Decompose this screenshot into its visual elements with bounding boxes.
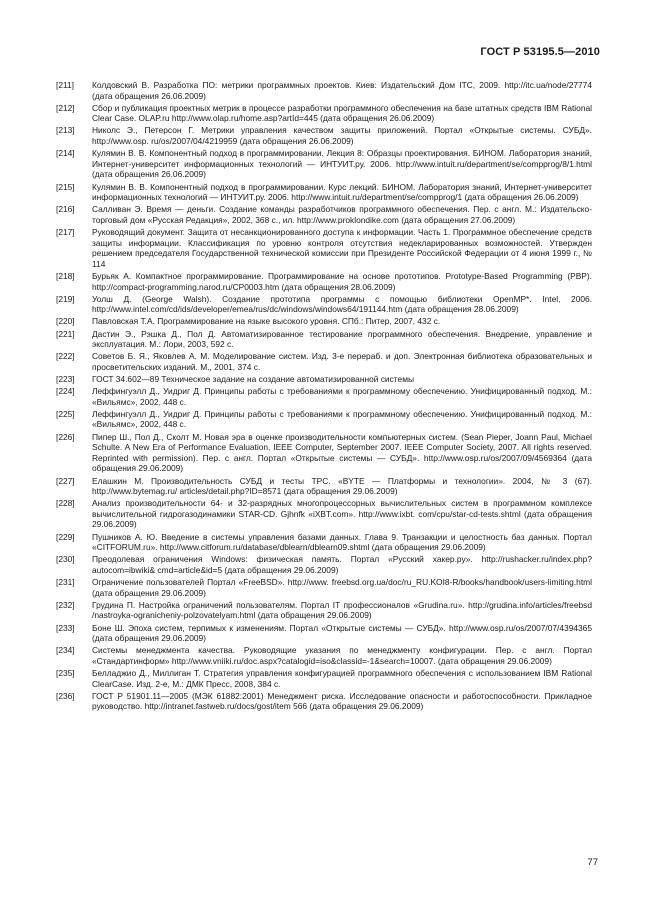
reference-item (56, 271, 592, 292)
reference-item (56, 374, 592, 385)
reference-number: [211] (56, 80, 75, 90)
reference-item (56, 600, 592, 621)
reference-item (56, 691, 592, 712)
reference-number: [217] (56, 227, 75, 237)
reference-text: Салливан Э. Время — деньги. Создание команды разработчиков программного обеспечения. Пер. с англ. М.: Издательско-торговый дом «Русская Редакция», 2002, 368 с., ил. http://www.proklondike.com (дата обращения 27.06.2009) (92, 204, 592, 225)
reference-item (56, 103, 592, 124)
reference-item (56, 498, 592, 530)
reference-number: [213] (56, 125, 75, 136)
reference-text: Анализ производительности 64- и 32-разрядных многопроцессорных вычислительных систем в программном комплексе вычислительной гидрогазодинамики STAR-CD. Gjhnfk «iXBT.com». http://www.ixbt. com/cpu/star-cd-tests.shtml (дата обращения 29.06.2009) (92, 498, 592, 530)
reference-number: [221] (56, 328, 75, 339)
reference-number: [225] (56, 408, 75, 419)
reference-text: Колдовский В. Разработка ПО: метрики программных проектов. Киев: Издательский Дом ITC, 2009. http://itc.ua/node/27774 (дата обращения 26.06.2009) (92, 80, 592, 101)
reference-item (56, 645, 592, 666)
reference-number: [215] (56, 181, 75, 192)
reference-text: Павловская Т.А. Программирование на языке высокого уровня. СПб.: Питер, 2007, 432 с. (92, 316, 441, 327)
reference-text: Бурьяк А. Компактное программирование. Программирование на основе прототипов. Prototype-Based Programming (PBP). http://compact-programming.narod.ru/CP0003.htm (дата обращения 28.06.2009) (92, 270, 592, 292)
reference-number: [227] (56, 475, 75, 486)
reference-text: Руководящий документ. Защита от несанкционированного доступа к информации. Часть 1. Программное обеспечение средств защиты информации. Классификация по уровню контроля отсутствия недекларированных возможностей. Утвержден решением председателя Государственной технической комиссии при Президенте Российской Федерации от 4 июня 1999 г., № 114 (92, 227, 592, 269)
reference-item (56, 476, 592, 497)
reference-number: [235] (56, 668, 75, 678)
reference-item (56, 316, 592, 327)
reference-text: Белладжио Д., Миллиган Т. Стратегия управления конфигурацией программного обеспечения с использованием IBM Rational ClearCase. Изд. 2-е, М.: ДМК Пресс, 2008, 384 с. (92, 668, 592, 689)
reference-number: [220] (56, 316, 75, 327)
page-number: 77 (587, 857, 598, 868)
reference-number: [218] (56, 270, 75, 281)
reference-item (56, 204, 592, 225)
reference-number: [228] (56, 498, 75, 509)
reference-text: ГОСТ 34.602—89 Техническое задание на создание автоматизированной системы (92, 374, 414, 384)
reference-text: Грудина П. Настройка ограничений пользователям. Портал IT профессионалов «Grudina.ru». http://grudina.info/articles/freebsd /nastroyka-ogranicheniy-polzovatelyam.html (дата обращения 29.06.2009) (92, 599, 592, 621)
reference-text: Боне Ш. Эпоха систем, терпимых к изменениям. Портал «Открытые системы — СУБД». http://www.osp.ru/os/2007/07/4394365 (дата обращения 29.06.2009) (92, 622, 592, 644)
reference-text: Леффингуэлл Д., Уидриг Д. Принципы работы с требованиями к программному обеспечению. Унифицированный подход. М.: «Вильямс», 2002, 448 с. (92, 408, 592, 430)
reference-item (56, 432, 592, 474)
reference-number: [226] (56, 431, 75, 442)
reference-number: [233] (56, 622, 75, 633)
reference-item (56, 80, 592, 101)
reference-item (56, 532, 592, 553)
reference-text: Дастин Э., Рэшка Д., Пол Д. Автоматизированное тестирование программного обеспечения. Внедрение, управление и эксплуатация. М.: Лори, 2003, 592 с. (92, 328, 592, 350)
reference-number: [232] (56, 599, 75, 610)
reference-item (56, 409, 592, 430)
document-standard-id: ГОСТ Р 53195.5—2010 (480, 46, 600, 58)
reference-number: [234] (56, 645, 75, 656)
reference-item (56, 577, 592, 598)
reference-item (56, 182, 592, 203)
reference-text: Пипер Ш., Пол Д., Сколт М. Новая эра в оценке производительности компьютерных систем. (Sean Pieper, Joann Paul, Michael Schulte. A New Era of Performance Evaluation, IEEE Computer, September 2007. IEEE Computer Society, 2007. All rights reserved. Reprinted with permission). Пер. с англ. Портал «Открытые системы — СУБД». http://www.osp.ru/os/2007/09/4569364 (дата обращения 29.06.2009) (92, 431, 592, 474)
reference-text: ГОСТ Р 51901.11—2005 (МЭК 61882:2001) Менеджмент риска. Исследование опасности и работоспособности. Прикладное руководство. http://intranet.fastweb.ru/docs/gost/item 566 (дата обращения 29.06.2009) (92, 690, 592, 712)
reference-item (56, 386, 592, 407)
reference-number: [212] (56, 102, 75, 113)
reference-text: Советов Б. Я., Яковлев А. М. Моделирование систем. Изд. 3-е перераб. и доп. Электронная библиотека образовательных и просветительских изданий. М., 2001, 374 с. (92, 351, 592, 372)
reference-number: [229] (56, 531, 75, 542)
reference-number: [230] (56, 554, 75, 565)
reference-number: [222] (56, 351, 75, 362)
reference-text: Кулямин В. В. Компонентный подход в программировании. Лекция 8: Образцы проектирования. БИНОМ. Лаборатория знаний, Интернет-университет информационных технологий — ИНТУИТ.ру. 2006. http://www.intuit.ru/department/se/compprog/8/1.html (дата обращения 26.06.2009) (92, 148, 592, 180)
reference-text: Кулямин В. В. Компонентный подход в программировании. Курс лекций. БИНОМ. Лаборатория знаний, Интернет-университет информационных технологий — ИНТУИТ.ру. 2006. http://www.intuit.ru/department/se/compprog/1 (дата обращения 26.06.2009) (92, 181, 592, 203)
reference-text: Сбор и публикация проектных метрик в процессе разработки программного обеспечения на базе штатных средств IBM Rational Clear Case. OLAP.ru http://www.olap.ru/home.asp?artId=445 (дата обращения 26.06.2009) (92, 102, 592, 124)
reference-text: Уолш Д. (George Walsh). Создание прототипа программы с помощью библиотеки OpenMP*. Intel, 2006. http://www.intel.com/cd/ids/developer/emea/rus/dc/windows/windows64/191144.htm (дата обращения 28.06.2009) (92, 293, 592, 315)
reference-item (56, 294, 592, 315)
reference-list (56, 80, 592, 713)
reference-number: [214] (56, 148, 75, 159)
reference-text: Елашкин М. Производительность СУБД и тесты TPC. «BYTE — Платформы и технологии». 2004, № 3 (67). http://www.bytemag.ru/ articles/detail.php?ID=8571 (дата обращения 29.06.2009) (92, 475, 592, 497)
reference-item (56, 227, 592, 269)
reference-item (56, 668, 592, 689)
reference-number: [231] (56, 577, 75, 588)
reference-item (56, 148, 592, 180)
reference-text: Преодолевая ограничения Windows: физическая память. Портал «Русский хакер.ру». http://rushacker.ru/index.php?autocom=ibwiki& cmd=article&id=5 (дата обращения 29.06.2009) (92, 554, 592, 575)
reference-number: [236] (56, 690, 75, 701)
reference-item (56, 554, 592, 575)
reference-number: [223] (56, 374, 75, 384)
reference-text: Леффингуэлл Д., Уидриг Д. Принципы работы с требованиями к программному обеспечению. Унифицированный подход. М.: «Вильямс», 2002, 448 с. (92, 386, 592, 407)
reference-text: Системы менеджмента качества. Руководящие указания по менеджменту конфигурации. Пер. с англ. Портал «Стандартинформ» http://www.vniiki.ru/doc.aspx?catalogid=iso&classid=-1&search=10007. (дата обращения 29.06.2009) (92, 645, 592, 666)
reference-item (56, 623, 592, 644)
reference-number: [219] (56, 293, 75, 304)
reference-text: Пушников А. Ю. Введение в системы управления базами данных. Глава 9. Транзакции и целостность баз данных. Портал «CITFORUM.ru». http://www.citforum.ru/database/dblearn/dblearn09.shtml (дата обращения 29.06.2009) (92, 531, 592, 553)
reference-text: Ограничение пользователей Портал «FreeBSD». http://www. freebsd.org.ua/doc/ru_RU.KOI8-R/books/handbook/users-limiting.html (дата обращения 29.06.2009) (92, 577, 592, 598)
reference-text: Николс Э., Петерсон Г. Метрики управления качеством защиты приложений. Портал «Открытые системы. СУБД». http://www.osp. ru/os/2007/04/4219959 (дата обращения 26.06.2009) (92, 125, 592, 147)
reference-number: [224] (56, 386, 75, 397)
reference-item (56, 329, 592, 350)
reference-item (56, 351, 592, 372)
reference-number: [216] (56, 204, 75, 215)
reference-item (56, 125, 592, 146)
